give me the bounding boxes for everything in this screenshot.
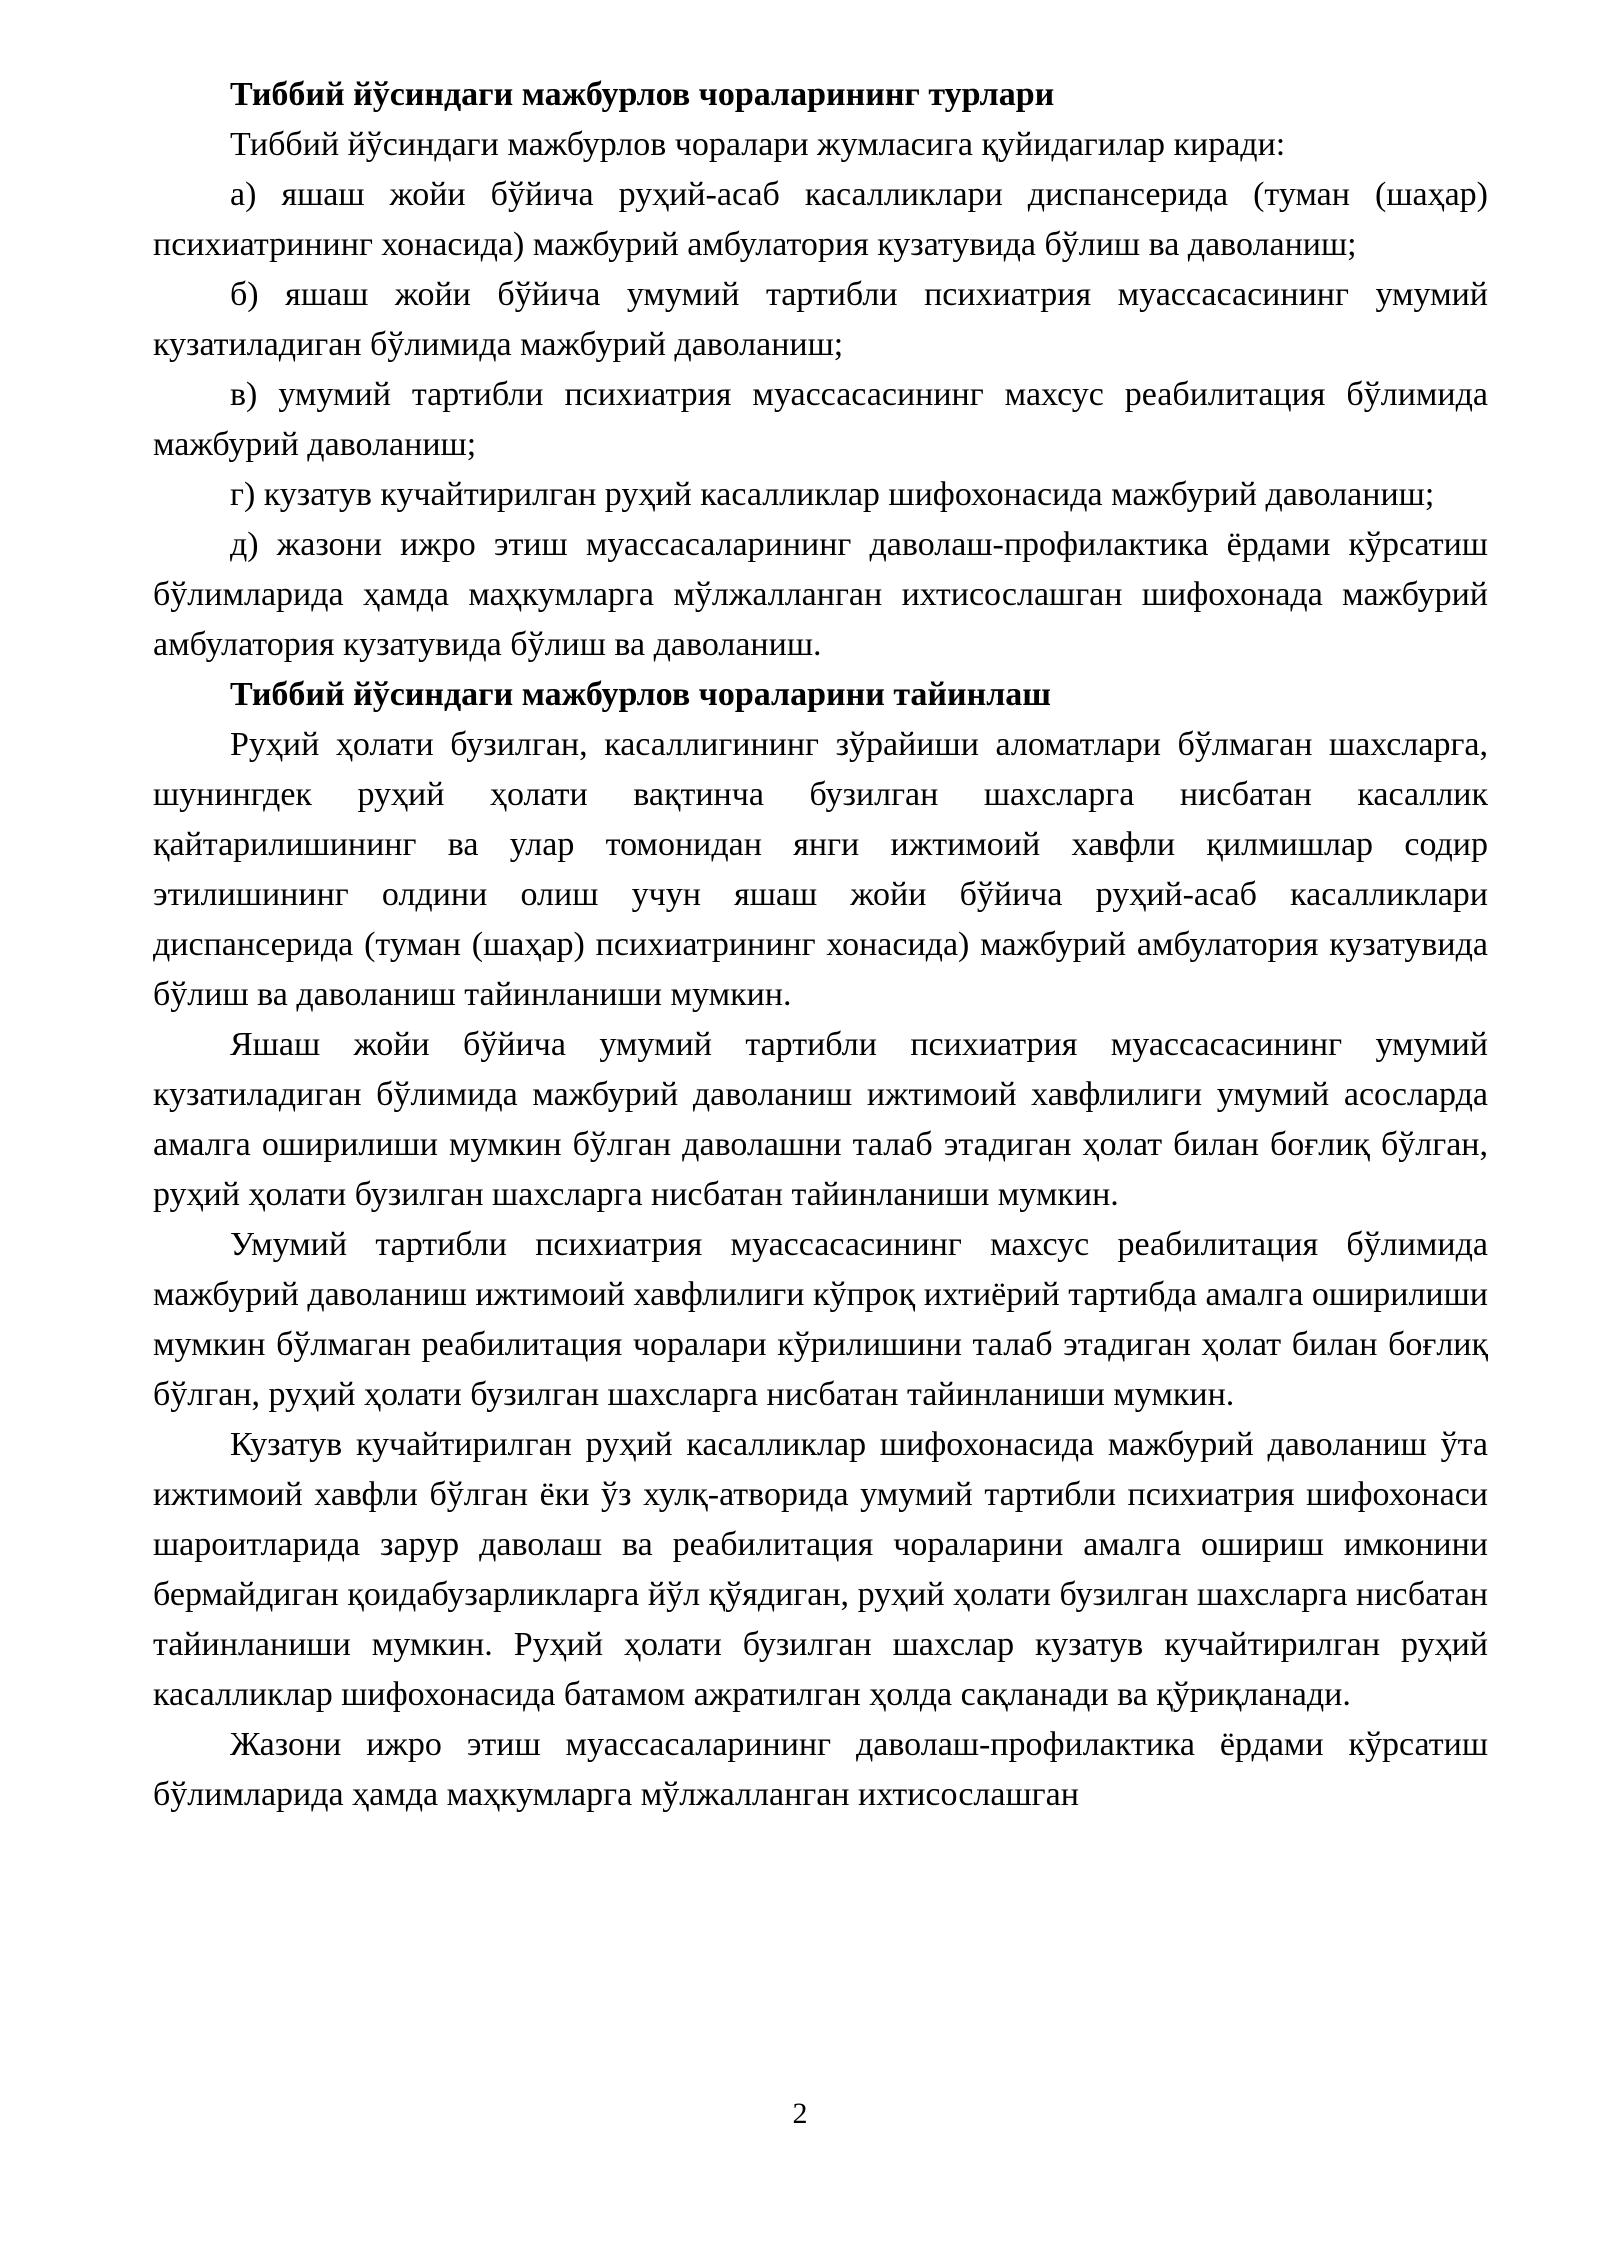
- body-paragraph-1: Руҳий ҳолати бузилган, касаллигининг зўрайиши аломатлари бўлмаган шахсларга, шунингдек руҳий ҳолати вақтинча бузилган шахсларга нисбатан касаллик қайтарилишининг ва улар томонидан янги ижтимоий хавфли қилмишлар содир этилишининг олдини олиш учун яшаш жойи бўйича руҳий-асаб касалликлари диспансерида (туман (шаҳар) психиатрининг хонасида) мажбурий амбулатория кузатувида бўлиш ва даволаниш тайинланиши мумкин.: [153, 726, 1488, 1013]
- list-item-d: д) жазони ижро этиш муассасаларининг даволаш-профилактика ёрдами кўрсатиш бўлимларида ҳамда маҳкумларга мўлжалланган ихтисослашган шифохонада мажбурий амбулатория кузатувида бўлиш ва даволаниш.: [153, 526, 1488, 663]
- section-heading-types: Тиббий йўсиндаги мажбурлов чораларининг турлари: [230, 76, 1055, 113]
- intro-paragraph: Тиббий йўсиндаги мажбурлов чоралари жумласига қуйидагилар киради:: [230, 126, 1286, 163]
- body-paragraph-3: Умумий тартибли психиатрия муассасасининг махсус реабилитация бўлимида мажбурий даволаниш ижтимоий хавфлилиги кўпроқ ихтиёрий тартибда амалга оширилиши мумкин бўлмаган реабилитация чоралари кўрилишини талаб этадиган ҳолат билан боғлиқ бўлган, руҳий ҳолати бузилган шахсларга нисбатан тайинланиши мумкин.: [153, 1226, 1488, 1413]
- document-body: [153, 70, 1488, 1820]
- body-paragraph-4: Кузатув кучайтирилган руҳий касалликлар шифохонасида мажбурий даволаниш ўта ижтимоий хавфли бўлган ёки ўз хулқ-атворида умумий тартибли психиатрия шифохонаси шароитларида зарур даволаш ва реабилитация чораларини амалга ошириш имконини бермайдиган қоидабузарликларга йўл қўядиган, руҳий ҳолати бузилган шахсларга нисбатан тайинланиши мумкин. Руҳий ҳолати бузилган шахслар кузатув кучайтирилган руҳий касалликлар шифохонасида батамом ажратилган ҳолда сақланади ва қўриқланади.: [153, 1426, 1488, 1713]
- page-number: 2: [792, 2097, 808, 2130]
- list-item-b: б) яшаш жойи бўйича умумий тартибли психиатрия муассасасининг умумий кузатиладиган бўлимида мажбурий даволаниш;: [153, 276, 1488, 363]
- list-item-g: г) кузатув кучайтирилган руҳий касалликлар шифохонасида мажбурий даволаниш;: [230, 476, 1435, 513]
- body-paragraph-5: Жазони ижро этиш муассасаларининг даволаш-профилактика ёрдами кўрсатиш бўлимларида ҳамда маҳкумларга мўлжалланган ихтисослашган: [153, 1726, 1488, 1813]
- list-item-a: а) яшаш жойи бўйича руҳий-асаб касалликлари диспансерида (туман (шаҳар) психиатрининг хонасида) мажбурий амбулатория кузатувида бўлиш ва даволаниш;: [153, 176, 1488, 263]
- section-heading-assignment: Тиббий йўсиндаги мажбурлов чораларини тайинлаш: [230, 676, 1051, 713]
- body-paragraph-2: Яшаш жойи бўйича умумий тартибли психиатрия муассасасининг умумий кузатиладиган бўлимида мажбурий даволаниш ижтимоий хавфлилиги умумий асосларда амалга оширилиши мумкин бўлган даволашни талаб этадиган ҳолат билан боғлиқ бўлган, руҳий ҳолати бузилган шахсларга нисбатан тайинланиши мумкин.: [153, 1026, 1488, 1213]
- list-item-v: в) умумий тартибли психиатрия муассасасининг махсус реабилитация бўлимида мажбурий даволаниш;: [153, 376, 1488, 463]
